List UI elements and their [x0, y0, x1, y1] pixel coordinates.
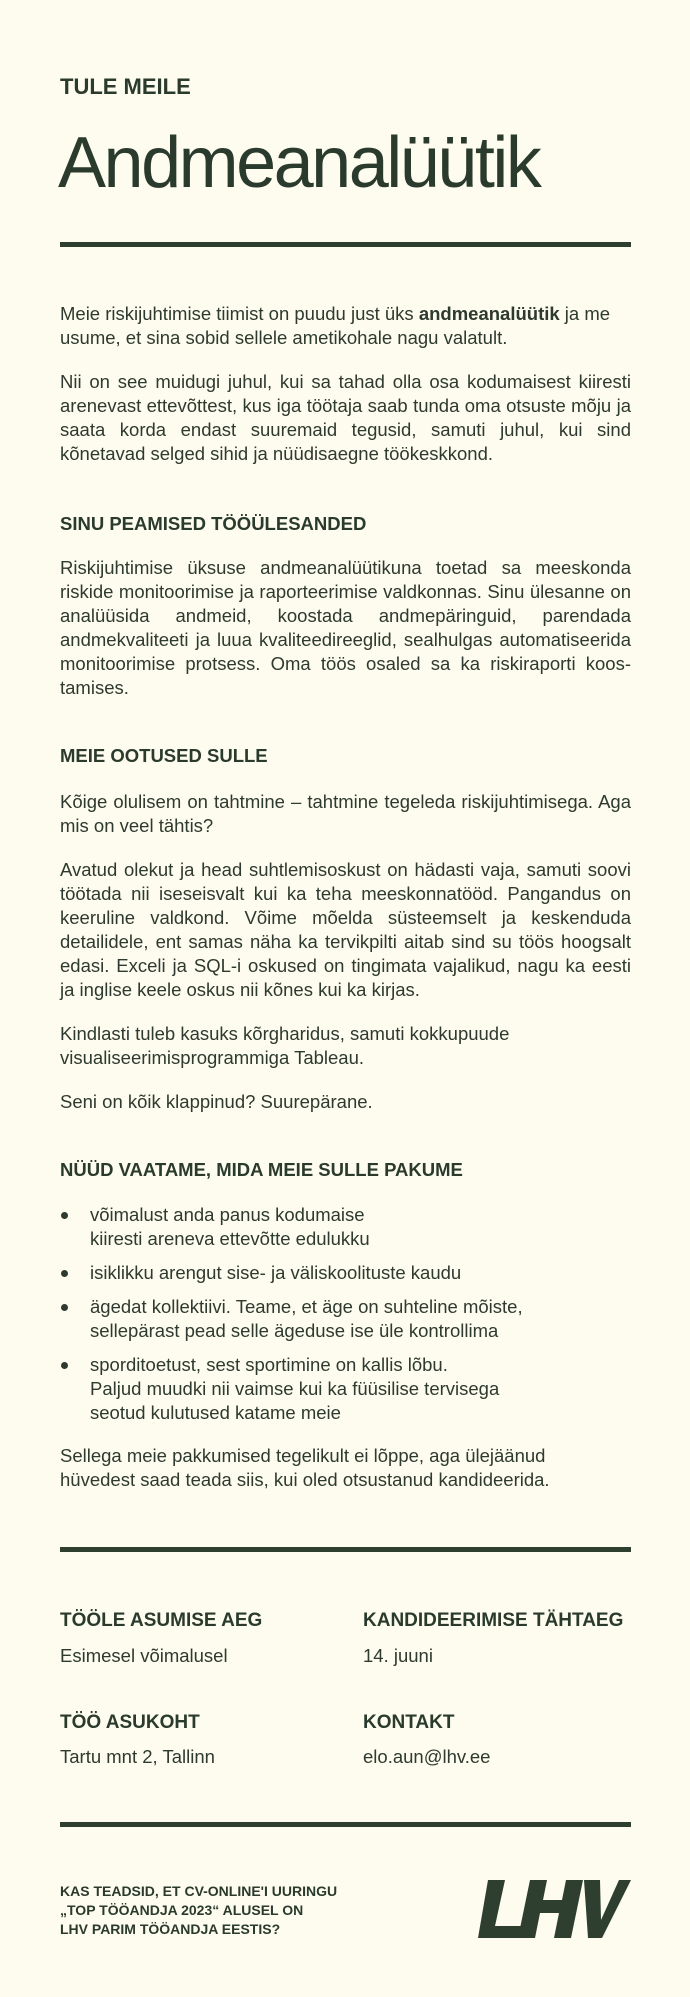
bullet-dot-icon: [61, 1304, 68, 1311]
list-item: [60, 1261, 631, 1285]
expectations-paragraph-2: Avatud olekut ja head suhtlemisoskust on hädasti vaja, samuti soovi töötada nii iseseisvalt kui ka teha meeskonnatööd. Pangandus on keeruline valdkond. Võime mõelda süsteemselt ja keskenduda detailidele, ent samas näha ka tervikpilti aitab sind su töös hoogsalt edasi. Exceli ja SQL-i oskused on tingimata vajalikud, nagu ka eesti ja inglise keele oskus nii kõnes kui ka kirjas.: [60, 859, 631, 1000]
divider-bottom: [60, 1822, 631, 1827]
divider-middle: [60, 1547, 631, 1552]
list-item: [60, 1353, 631, 1425]
contact-label: KONTAKT: [363, 1712, 455, 1733]
intro-text-after: ja me usume, et sina sobid sellele ametikohale nagu valatult.: [60, 303, 611, 348]
offer-closing-line-1: Sellega meie pakkumised tegelikult ei lõppe, aga ülejäänud: [60, 1445, 546, 1466]
intro-paragraph-1: [60, 302, 631, 350]
footer-line-1: KAS TEADSID, ET CV-ONLINE'I UURINGU: [60, 1883, 338, 1899]
lhv-logo-glyphs: [478, 1880, 631, 1938]
deadline-label: KANDIDEERIMISE TÄHTAEG: [363, 1610, 624, 1631]
eyebrow-label: TULE MEILE: [60, 74, 191, 99]
expectations-paragraph-4: Seni on kõik klappinud? Suurepärane.: [60, 1091, 373, 1112]
bullet-line: kiiresti areneva ettevõtte edulukku: [90, 1228, 370, 1249]
offer-heading: NÜÜD VAATAME, MIDA MEIE SULLE PAKUME: [60, 1159, 463, 1180]
list-item: [60, 1295, 631, 1343]
start-time-value: Esimesel võimalusel: [60, 1645, 228, 1666]
expectations-paragraph-3: [60, 1022, 631, 1070]
offer-closing: [60, 1444, 631, 1492]
bullet-line: sporditoetust, sest sportimine on kallis lõbu.: [90, 1354, 448, 1375]
tasks-paragraph: Riskijuhtimise üksuse andmeanalüütikuna toetad sa meeskonda riskide monitoorimise ja raporteerimise valdkonnas. Sinu ülesanne on analüüsida andmeid, koostada andmepäringuid, parendada andmekvaliteeti ja luua kvaliteedireeglid, sealhulgas automatiseerida monitoorimise protsess. Oma töös osaled sa ka riskiraporti koos-tamises.: [60, 557, 631, 698]
intro-text-before: Meie riskijuhtimise tiimist on puudu just üks: [60, 303, 419, 324]
footer-fact: [60, 1882, 337, 1939]
bullet-line: sellepärast pead selle ägeduse ise üle kontrollima: [90, 1320, 499, 1341]
intro-bold-role: andmeanalüütik: [418, 303, 560, 324]
lhv-logo: [478, 1880, 631, 1938]
bullet-line: võimalust anda panus kodumaise: [90, 1204, 365, 1225]
intro-paragraph-2: Nii on see muidugi juhul, kui sa tahad olla osa kodumaisest kiiresti arenevast ettevõttest, kus iga töötaja saab tunda oma otsuste mõju ja saata korda endast suuremaid tegusid, samuti juhul, kui sind kõnetavad selged sihid ja nüüdisaegne töökeskkond.: [60, 371, 631, 464]
divider-top: [60, 242, 631, 247]
location-label: TÖÖ ASUKOHT: [60, 1712, 200, 1733]
expectations-paragraph-1: Kõige olulisem on tahtmine – tahtmine tegeleda riskijuhtimisega. Aga mis on veel tähtis?: [60, 791, 631, 836]
bullet-line: isiklikku arengut sise- ja väliskoolituste kaudu: [90, 1262, 462, 1283]
bullet-dot-icon: [61, 1362, 68, 1369]
page-title: Andmeanalüütik: [58, 123, 540, 203]
footer-line-2: „TOP TÖÖANDJA 2023“ ALUSEL ON: [60, 1902, 304, 1918]
bullet-line: ägedat kollektiivi. Teame, et äge on suhteline mõiste,: [90, 1296, 523, 1317]
contact-email-link[interactable]: elo.aun@lhv.ee: [363, 1746, 491, 1767]
location-value: Tartu mnt 2, Tallinn: [60, 1746, 215, 1767]
offer-list: [60, 1203, 631, 1435]
offer-closing-line-2: hüvedest saad teada siis, kui oled otsustanud kandideerida.: [60, 1469, 550, 1490]
start-time-label: TÖÖLE ASUMISE AEG: [60, 1610, 263, 1631]
bullet-dot-icon: [61, 1270, 68, 1277]
expectations-heading: MEIE OOTUSED SULLE: [60, 745, 268, 766]
bullet-line: seotud kulutused katame meie: [90, 1402, 341, 1423]
bullet-line: Paljud muudki nii vaimse kui ka füüsilise tervisega: [90, 1378, 500, 1399]
expectations-p3-line-2: visualiseerimisprogrammiga Tableau.: [60, 1047, 365, 1068]
bullet-dot-icon: [61, 1212, 68, 1219]
footer-line-3: LHV PARIM TÖÖANDJA EESTIS?: [60, 1921, 281, 1937]
expectations-p3-line-1: Kindlasti tuleb kasuks kõrgharidus, samuti kokkupuude: [60, 1023, 510, 1044]
deadline-value: 14. juuni: [363, 1645, 433, 1666]
list-item: [60, 1203, 631, 1251]
tasks-heading: SINU PEAMISED TÖÖÜLESANDED: [60, 513, 367, 534]
